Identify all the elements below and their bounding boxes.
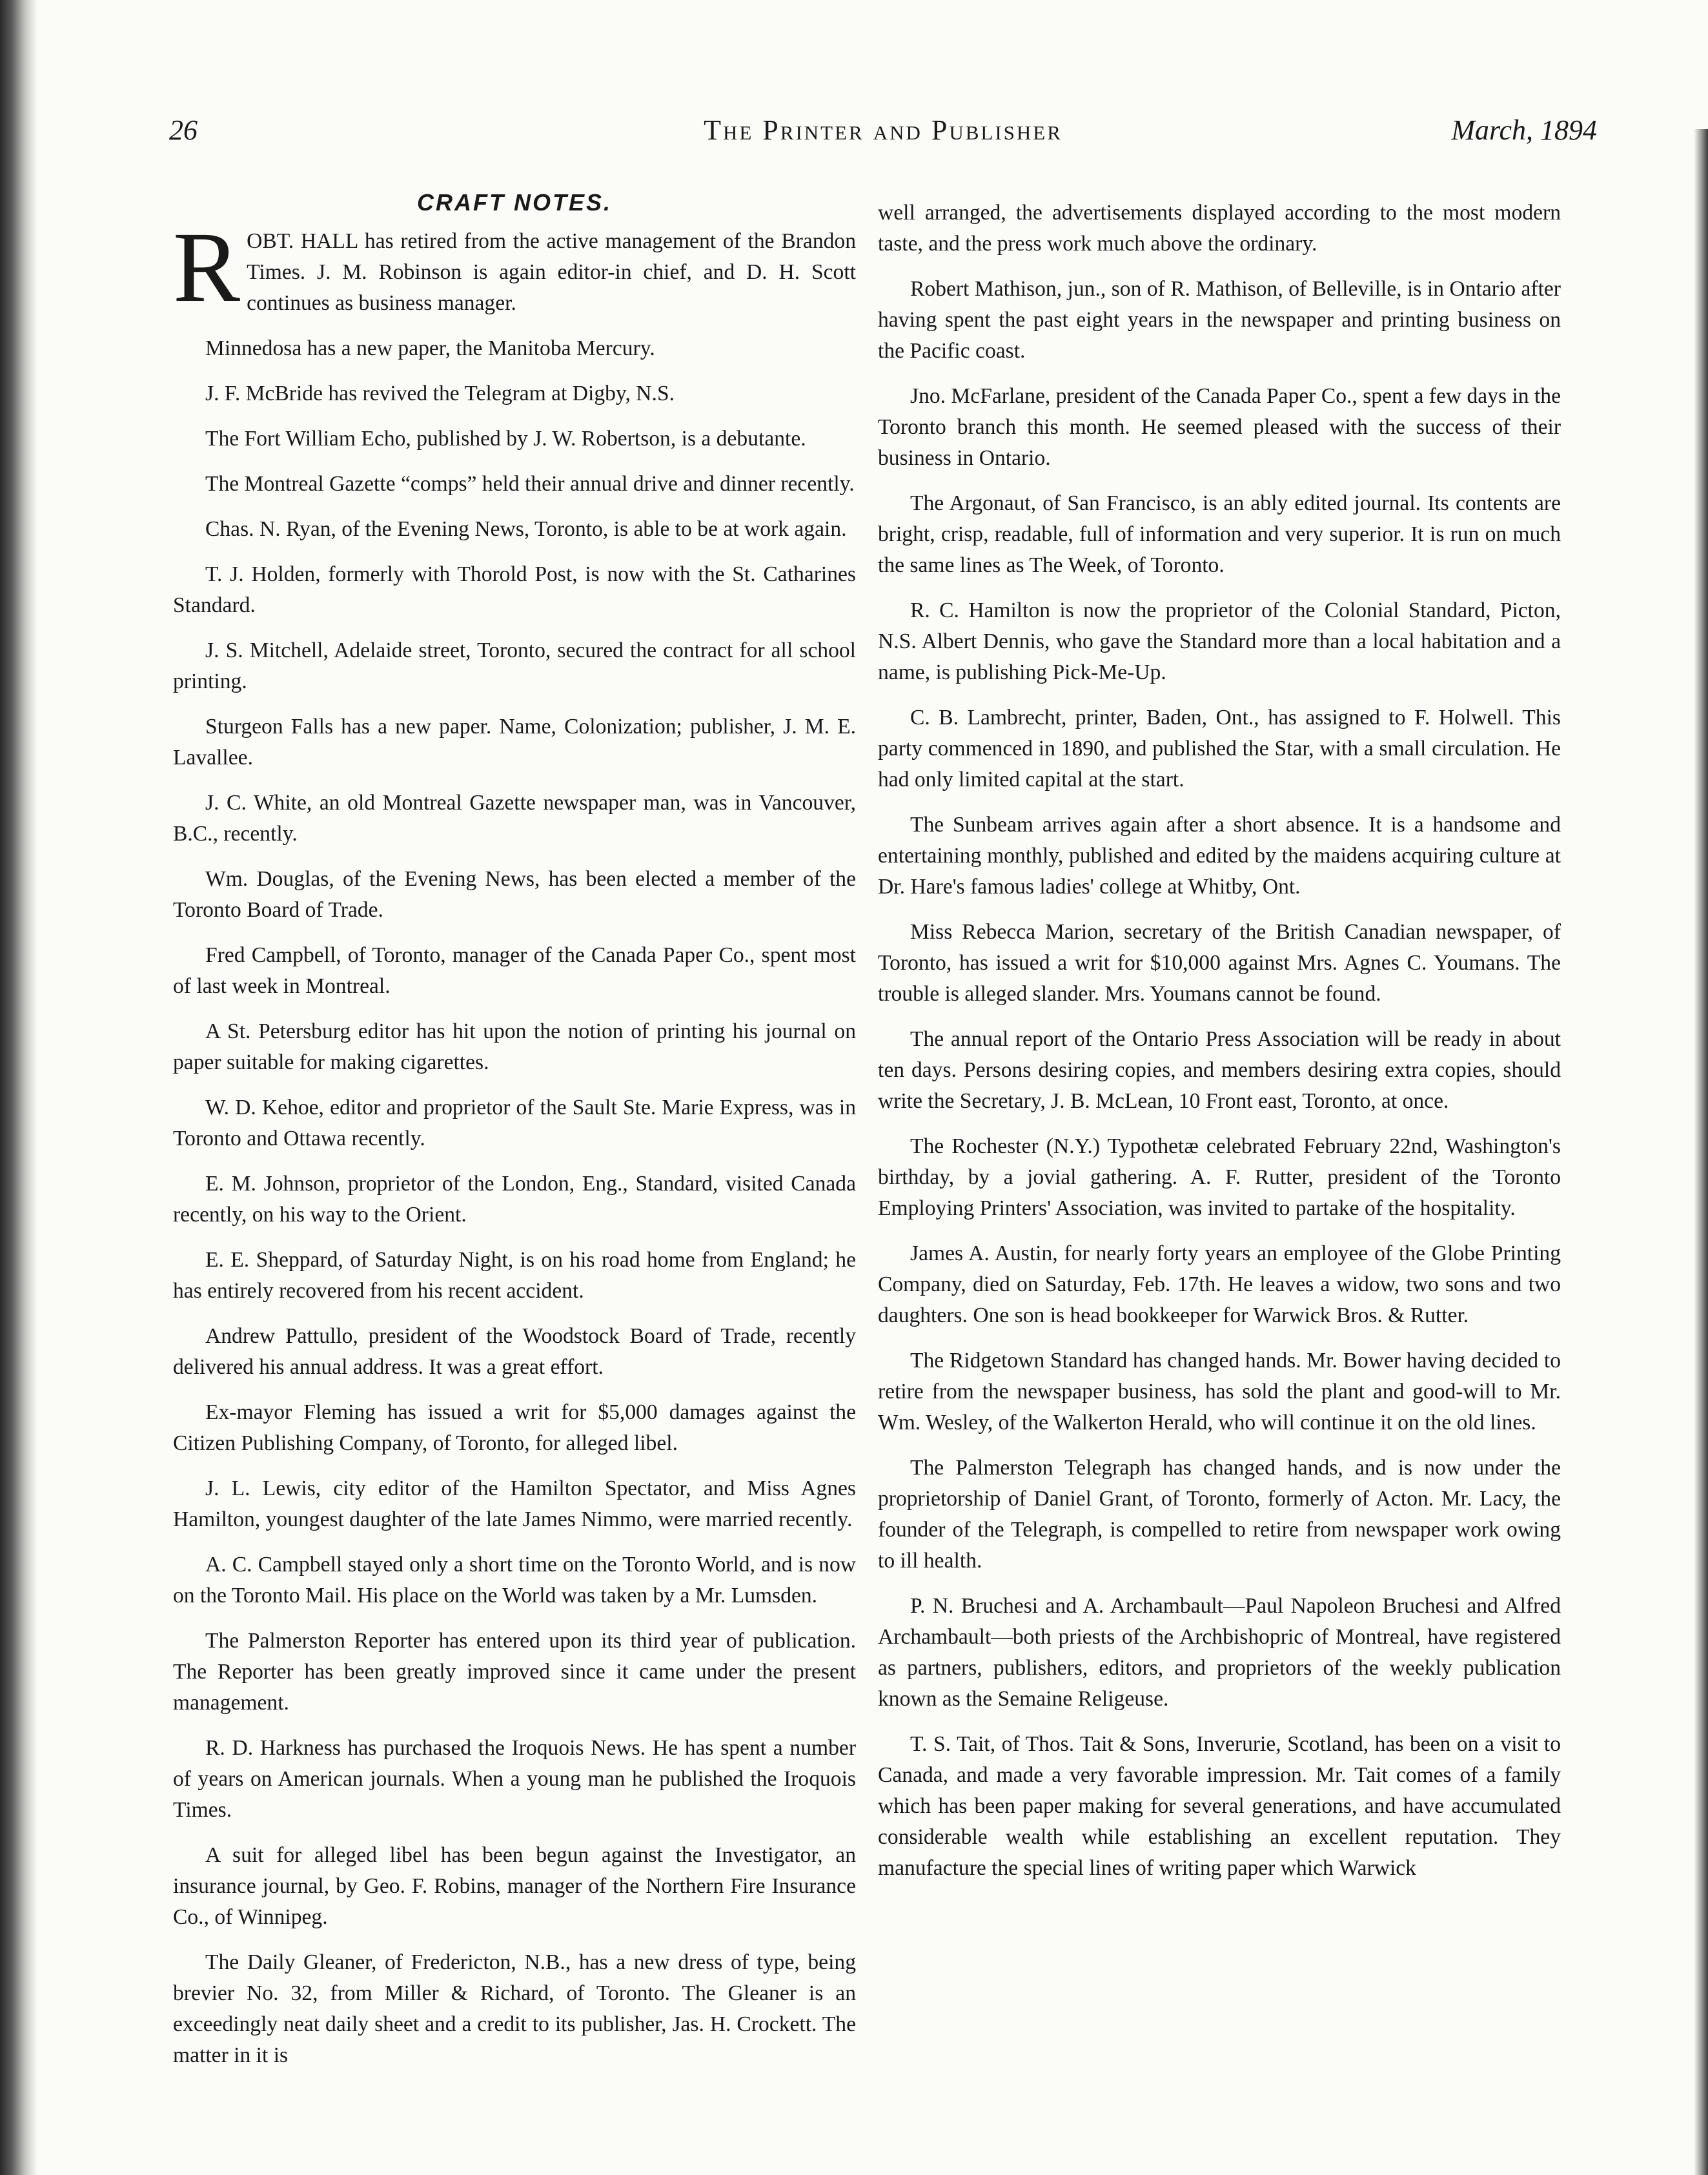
- left-column: [173, 189, 856, 2085]
- news-item: The Sunbeam arrives again after a short absence. It is a handsome and entertaining monthly, published and edited by the maidens acquiring culture at Dr. Hare's famous ladies' college at Whitby, Ont.: [878, 813, 1561, 899]
- news-item: The Rochester (N.Y.) Typothetæ celebrated February 22nd, Washington's birthday, by a jovial gathering. A. F. Rutter, president of the Toronto Employing Printers' Association, was invited to partake of the hospitality.: [878, 1134, 1561, 1220]
- news-item: The Palmerston Telegraph has changed hands, and is now under the proprietorship of Daniel Grant, of Toronto, formerly of Acton. Mr. Lacy, the founder of the Telegraph, is compelled to retire from newspaper work owing to ill health.: [878, 1456, 1561, 1573]
- news-item: C. B. Lambrecht, printer, Baden, Ont., has assigned to F. Holwell. This party commenced in 1890, and published the Star, with a small circulation. He had only limited capital at the start.: [878, 706, 1561, 791]
- news-item: James A. Austin, for nearly forty years an employee of the Globe Printing Company, died on Saturday, Feb. 17th. He leaves a widow, two sons and two daughters. One son is head bookkeeper for Warwick Bros. & Rutter.: [878, 1241, 1561, 1327]
- news-item: The Argonaut, of San Francisco, is an ably edited journal. Its contents are bright, crisp, readable, full of information and very superior. It is run on much the same lines as The Week, of Toronto.: [878, 491, 1561, 577]
- page-number: 26: [169, 114, 198, 146]
- news-item: J. L. Lewis, city editor of the Hamilton Spectator, and Miss Agnes Hamilton, youngest daughter of the late James Nimmo, were married recently.: [173, 1476, 856, 1531]
- news-item: T. J. Holden, formerly with Thorold Post, is now with the St. Catharines Standard.: [173, 562, 856, 617]
- news-item: A suit for alleged libel has been begun against the Investigator, an insurance journal, by Geo. F. Robins, manager of the Northern Fire Insurance Co., of Winnipeg.: [173, 1843, 856, 1929]
- news-item: Miss Rebecca Marion, secretary of the British Canadian newspaper, of Toronto, has issued a writ for $10,000 against Mrs. Agnes C. Youmans. The trouble is alleged slander. Mrs. Youmans cannot be found.: [878, 920, 1561, 1006]
- news-item: The Daily Gleaner, of Fredericton, N.B., has a new dress of type, being brevier No. 32, from Miller & Richard, of Toronto. The Gleaner is an exceedingly neat daily sheet and a credit to its publisher, Jas. H. Crockett. The matter in it is: [173, 1950, 856, 2067]
- news-item: The annual report of the Ontario Press Association will be ready in about ten days. Persons desiring copies, and members desiring extra copies, should write the Secretary, J. B. McLean, 10 Front east, Toronto, at once.: [878, 1027, 1561, 1113]
- continued-paragraph: well arranged, the advertisements displayed according to the most modern taste, and the press work much above the ordinary.: [878, 201, 1561, 256]
- drop-cap: R: [173, 211, 241, 323]
- news-item: R. C. Hamilton is now the proprietor of the Colonial Standard, Picton, N.S. Albert Dennis, who gave the Standard more than a local habitation and a name, is publishing Pick-Me-Up.: [878, 598, 1561, 684]
- section-title: CRAFT NOTES.: [417, 189, 612, 216]
- scan-binding-edge: [0, 0, 37, 2175]
- journal-title: The Printer and Publisher: [704, 114, 1062, 146]
- news-item: J. F. McBride has revived the Telegram at Digby, N.S.: [205, 382, 675, 405]
- news-item: T. S. Tait, of Thos. Tait & Sons, Inverurie, Scotland, has been on a visit to Canada, and made a very favorable impression. Mr. Tait comes of a family which has been paper making for several generations, and have accumulated considerable wealth while establishing an excellent reputation. They manufacture the special lines of writing paper which Warwick: [878, 1732, 1561, 1880]
- first-paragraph: [173, 211, 856, 323]
- news-item: Minnedosa has a new paper, the Manitoba Mercury.: [205, 336, 655, 360]
- news-item: J. C. White, an old Montreal Gazette newspaper man, was in Vancouver, B.C., recently.: [173, 791, 856, 846]
- news-item: P. N. Bruchesi and A. Archambault—Paul Napoleon Bruchesi and Alfred Archambault—both priests of the Archbishopric of Montreal, have registered as partners, publishers, editors, and proprietors of the weekly publication known as the Semaine Religeuse.: [878, 1594, 1561, 1711]
- news-item: The Fort William Echo, published by J. W. Robertson, is a debutante.: [205, 427, 806, 451]
- news-item: W. D. Kehoe, editor and proprietor of the Sault Ste. Marie Express, was in Toronto and Ottawa recently.: [173, 1096, 856, 1150]
- news-item: E. M. Johnson, proprietor of the London, Eng., Standard, visited Canada recently, on his way to the Orient.: [173, 1172, 856, 1227]
- issue-date: March, 1894: [1451, 114, 1597, 146]
- first-paragraph-text: OBT. HALL has retired from the active management of the Brandon Times. J. M. Robinson is again editor-in chief, and D. H. Scott continues as business manager.: [247, 229, 856, 315]
- news-item: The Ridgetown Standard has changed hands. Mr. Bower having decided to retire from the newspaper business, has sold the plant and good-will to Mr. Wm. Wesley, of the Walkerton Herald, who will continue it on the old lines.: [878, 1349, 1561, 1435]
- news-item: Wm. Douglas, of the Evening News, has been elected a member of the Toronto Board of Trade.: [173, 867, 856, 922]
- news-item: The Montreal Gazette “comps” held their annual drive and dinner recently.: [205, 472, 855, 496]
- right-column: [878, 198, 1561, 1898]
- news-item: Ex-mayor Fleming has issued a writ for $5,000 damages against the Citizen Publishing Company, of Toronto, for alleged libel.: [173, 1400, 856, 1455]
- news-item: Chas. N. Ryan, of the Evening News, Toronto, is able to be at work again.: [205, 517, 847, 541]
- news-item: Fred Campbell, of Toronto, manager of the Canada Paper Co., spent most of last week in Montreal.: [173, 943, 856, 998]
- news-item: A. C. Campbell stayed only a short time on the Toronto World, and is now on the Toronto Mail. His place on the World was taken by a Mr. Lumsden.: [173, 1553, 856, 1608]
- news-item: Andrew Pattullo, president of the Woodstock Board of Trade, recently delivered his annual address. It was a great effort.: [173, 1324, 856, 1379]
- news-item: Robert Mathison, jun., son of R. Mathison, of Belleville, is in Ontario after having spent the past eight years in the newspaper and printing business on the Pacific coast.: [878, 277, 1561, 363]
- news-item: J. S. Mitchell, Adelaide street, Toronto, secured the contract for all school printing.: [173, 638, 856, 693]
- news-item: The Palmerston Reporter has entered upon its third year of publication. The Reporter has been greatly improved since it came under the present management.: [173, 1629, 856, 1715]
- news-item: R. D. Harkness has purchased the Iroquois News. He has spent a number of years on American journals. When a young man he published the Iroquois Times.: [173, 1736, 856, 1822]
- news-item: A St. Petersburg editor has hit upon the notion of printing his journal on paper suitable for making cigarettes.: [173, 1019, 856, 1074]
- news-item: Jno. McFarlane, president of the Canada Paper Co., spent a few days in the Toronto branch this month. He seemed pleased with the success of their business in Ontario.: [878, 384, 1561, 470]
- news-item: E. E. Sheppard, of Saturday Night, is on his road home from England; he has entirely recovered from his recent accident.: [173, 1248, 856, 1303]
- running-head: [169, 114, 1597, 152]
- news-item: Sturgeon Falls has a new paper. Name, Colonization; publisher, J. M. E. Lavallee.: [173, 715, 856, 770]
- scan-right-edge: [1694, 129, 1708, 2175]
